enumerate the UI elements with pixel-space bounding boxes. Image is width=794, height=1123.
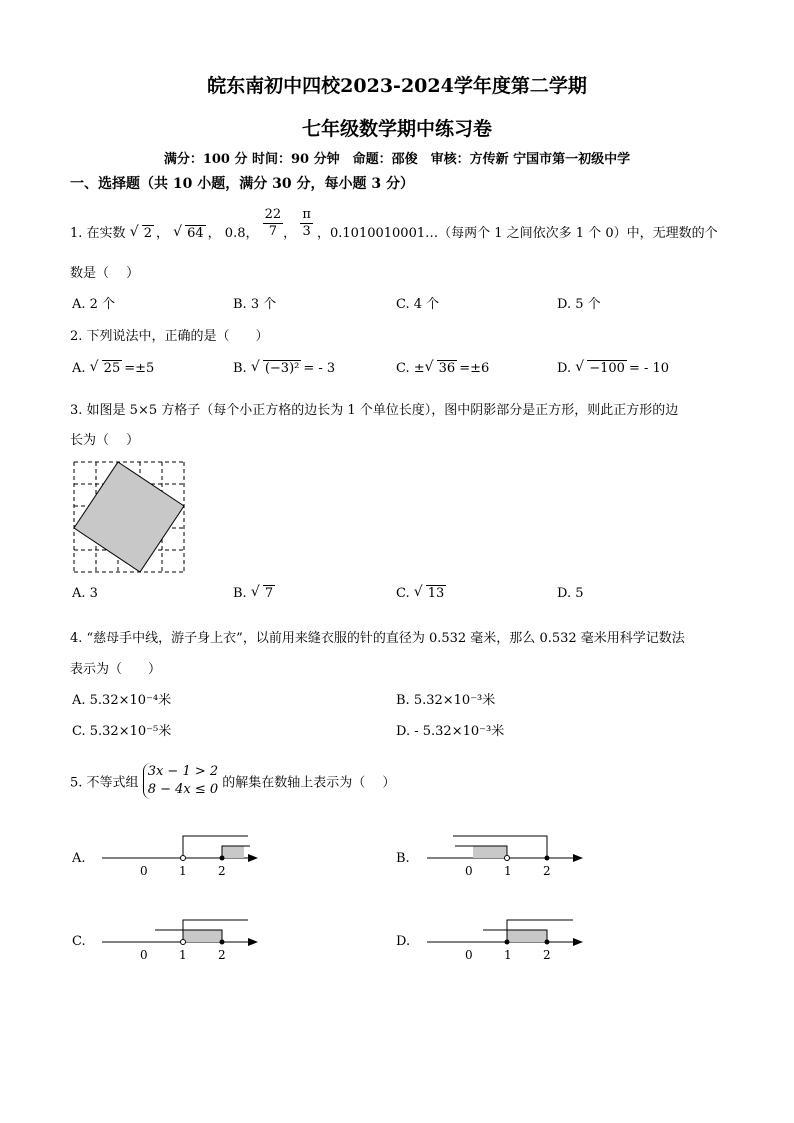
svg-text:1: 1 bbox=[179, 948, 187, 962]
question-4: 4. “慈母手中线，游子身上衣”，以前用来缝衣服的针的直径为 0.532 毫米，那么 0.532 毫米用科学记数法 bbox=[70, 631, 685, 646]
q5-option-d-numberline[interactable] bbox=[425, 912, 590, 964]
exam-subtitle: 七年级数学期中练习卷 bbox=[301, 118, 492, 140]
q1-sqrt-2: √ 2 bbox=[130, 226, 154, 241]
q2-option-a[interactable]: A. √ 25 =±5 bbox=[72, 361, 154, 376]
question-3: 3. 如图是 5×5 方格子（每个小正方格的边长为 1 个单位长度），图中阴影部分是正方形，则此正方形的边 bbox=[70, 403, 679, 418]
q1-suffix: ，0.1010010001…（每两个 1 之间依次多 1 个 0）中，无理数的个 bbox=[317, 226, 718, 241]
q5-option-d-label[interactable]: D. bbox=[396, 934, 411, 949]
q1-option-b[interactable]: B. 3 个 bbox=[233, 297, 277, 312]
svg-text:0: 0 bbox=[140, 948, 148, 962]
q1-option-a[interactable]: A. 2 个 bbox=[72, 297, 116, 312]
q4-option-d[interactable]: D. - 5.32×10⁻³米 bbox=[396, 724, 505, 739]
q1-fraction-22-7: $\frac{22}{7}$ bbox=[264, 207, 282, 239]
question-1: 1. 在实数 √ 2 ， √ 64 ， 0.8， $\frac{22}{7}$ ， $\frac{\pi}{3}$ ，0.1010010001…（每两个 1 之间依次多 1 个 0）中，无理数的个 bbox=[70, 222, 718, 241]
q1-line2: 数是（ ） bbox=[70, 266, 140, 281]
q5-option-b-label[interactable]: B. bbox=[396, 851, 410, 866]
svg-text:1: 1 bbox=[504, 948, 512, 962]
q3-line2: 长为（ ） bbox=[70, 433, 140, 448]
q2-option-d[interactable]: D. √ −100 = - 10 bbox=[557, 361, 669, 376]
q3-grid-figure bbox=[72, 460, 187, 575]
q1-decimal: 0.8 bbox=[224, 226, 246, 241]
svg-text:1: 1 bbox=[504, 864, 512, 878]
q5-option-c-label[interactable]: C. bbox=[72, 934, 86, 949]
question-2: 2. 下列说法中，正确的是（ ） bbox=[70, 329, 269, 344]
q4-option-b[interactable]: B. 5.32×10⁻³米 bbox=[396, 693, 496, 708]
svg-text:2: 2 bbox=[218, 948, 226, 962]
q4-line2: 表示为（ ） bbox=[70, 662, 162, 677]
q1-sqrt-64: √ 64 bbox=[173, 226, 206, 241]
q5-option-b-numberline[interactable] bbox=[425, 828, 590, 880]
q1-option-c[interactable]: C. 4 个 bbox=[396, 297, 440, 312]
exam-meta: 满分：100 分 时间：90 分钟 命题：邵俊 审核：方传新 宁国市第一初级中学 bbox=[163, 152, 631, 167]
q2-option-c[interactable]: C. ±√ 36 =±6 bbox=[396, 361, 489, 376]
q1-option-d[interactable]: D. 5 个 bbox=[557, 297, 601, 312]
q5-option-a-label[interactable]: A. bbox=[72, 851, 86, 866]
shaded-square bbox=[74, 462, 184, 572]
q4-option-a[interactable]: A. 5.32×10⁻⁴米 bbox=[72, 693, 172, 708]
svg-text:0: 0 bbox=[465, 948, 473, 962]
section-title: 一、选择题（共 10 小题，满分 30 分，每小题 3 分） bbox=[70, 176, 414, 192]
inequality-system: 3x − 1 > 2 8 − 4x ≤ 0 bbox=[143, 763, 218, 799]
svg-text:0: 0 bbox=[465, 864, 473, 878]
q1-fraction-pi-3: $\frac{\pi}{3}$ bbox=[302, 207, 311, 239]
q5-option-c-numberline[interactable] bbox=[100, 912, 265, 964]
svg-text:2: 2 bbox=[543, 864, 551, 878]
svg-text:2: 2 bbox=[543, 948, 551, 962]
svg-text:1: 1 bbox=[179, 864, 187, 878]
question-5: 5. 不等式组 3x − 1 > 2 8 − 4x ≤ 0 的解集在数轴上表示为（ ） bbox=[70, 764, 396, 797]
svg-text:0: 0 bbox=[140, 864, 148, 878]
q3-option-a[interactable]: A. 3 bbox=[72, 586, 98, 601]
q2-option-b[interactable]: B. √ (−3)² = - 3 bbox=[233, 361, 335, 376]
svg-text:2: 2 bbox=[218, 864, 226, 878]
q1-prefix: 1. 在实数 bbox=[70, 226, 126, 241]
exam-title: 皖东南初中四校2023-2024学年度第二学期 bbox=[207, 75, 587, 97]
q3-option-b[interactable]: B. √ 7 bbox=[233, 586, 277, 601]
q3-option-c[interactable]: C. √ 13 bbox=[396, 586, 448, 601]
q5-option-a-numberline[interactable] bbox=[100, 828, 265, 880]
q3-option-d[interactable]: D. 5 bbox=[557, 586, 584, 601]
q4-option-c[interactable]: C. 5.32×10⁻⁵米 bbox=[72, 724, 172, 739]
